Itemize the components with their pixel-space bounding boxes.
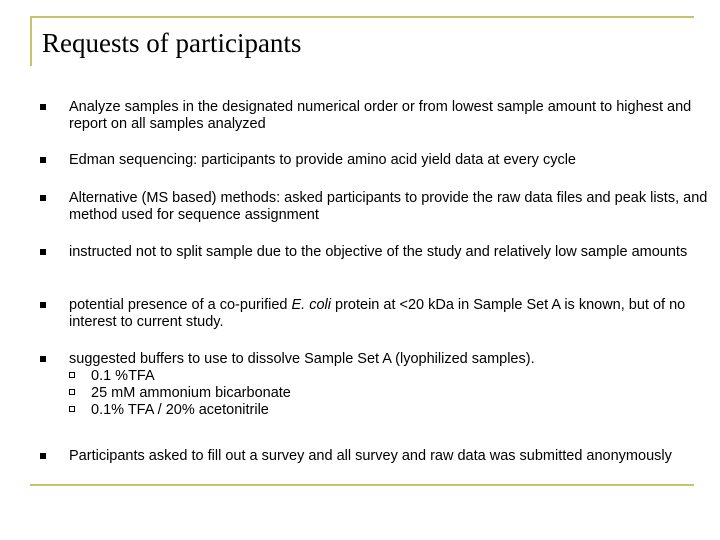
left-rule [30,16,32,66]
bullet-text-after: protein at <20 kDa in Sample Set A is known, but of no interest to current study. [69,297,686,330]
bullet-text: instructed not to split sample due to the objective of the study and relatively low sample amounts [69,244,688,260]
bottom-rule [30,484,694,486]
square-bullet-icon [40,249,46,255]
bullet-text: Participants asked to fill out a survey and all survey and raw data was submitted anonymously [69,448,672,464]
bullet-text: Analyze samples in the designated numerical order or from lowest sample amount to highest and report on all samples analyzed [69,99,692,132]
top-rule [30,16,694,18]
bullet-text-italic: E. coli [291,297,331,313]
slide-title: Requests of participants [42,28,302,58]
bullet-item [40,448,709,465]
bullet-item [40,244,709,261]
hollow-square-bullet-icon [69,372,75,378]
square-bullet-icon [40,356,46,362]
sub-bullet-text: 0.1 %TFA [91,368,155,384]
bullet-text: Alternative (MS based) methods: asked participants to provide the raw data files and peak lists, and method used for sequence assignment [69,190,708,223]
bullet-item [40,190,709,224]
bullet-text: Edman sequencing: participants to provide amino acid yield data at every cycle [69,152,576,168]
hollow-square-bullet-icon [69,389,75,395]
square-bullet-icon [40,453,46,459]
bullet-text-before: potential presence of a co-purified [69,297,292,313]
bullet-item [40,152,709,169]
sub-bullet-item [69,402,709,419]
square-bullet-icon [40,157,46,163]
sub-bullet-text: 25 mM ammonium bicarbonate [91,385,291,401]
square-bullet-icon [40,104,46,110]
sub-bullet-item [69,385,709,402]
bullet-item [40,297,709,331]
bullet-item [40,99,709,133]
square-bullet-icon [40,302,46,308]
sub-bullet-text: 0.1% TFA / 20% acetonitrile [91,402,269,418]
bullet-text: suggested buffers to use to dissolve Sample Set A (lyophilized samples). [69,351,535,367]
sub-bullet-item [69,368,709,385]
bullet-item [40,351,709,419]
hollow-square-bullet-icon [69,406,75,412]
square-bullet-icon [40,195,46,201]
